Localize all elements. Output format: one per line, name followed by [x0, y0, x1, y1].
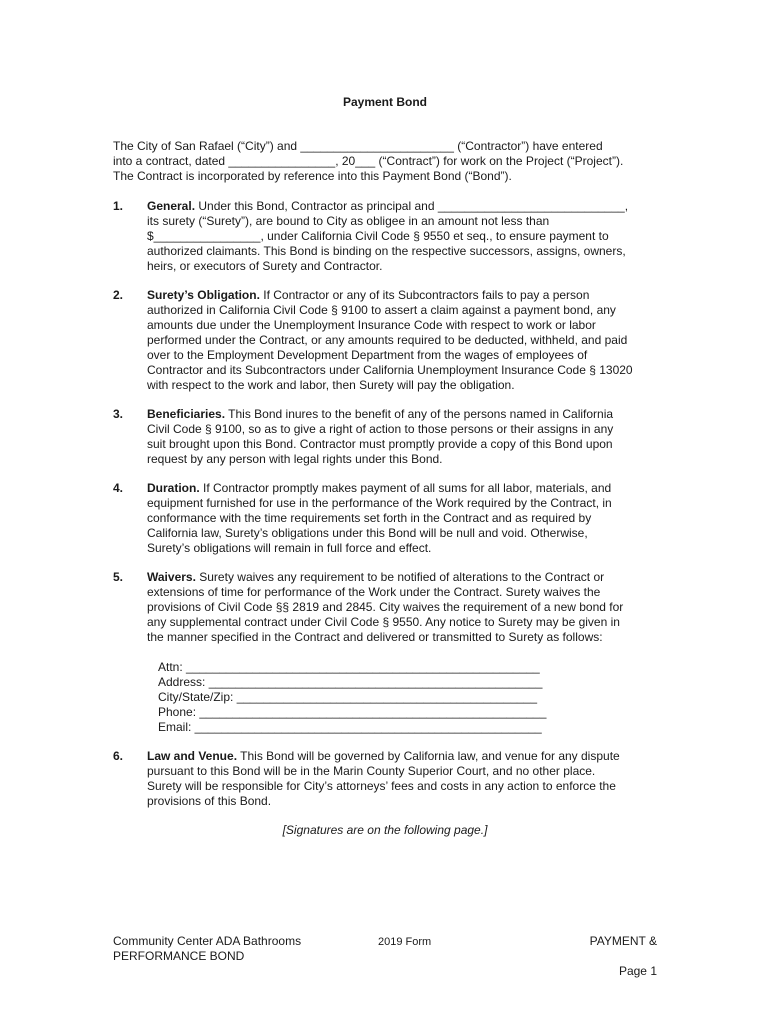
- section-law-and-venue: [113, 749, 658, 809]
- section-line: authorized claimants. This Bond is binding on the respective successors, assigns, owners,: [147, 244, 626, 258]
- section-heading: General.: [147, 199, 196, 213]
- email-field: Email: ____________________________________________________: [158, 720, 542, 734]
- section-line: Surety will be responsible for City’s attorneys’ fees and costs in any action to enforce the: [147, 779, 616, 793]
- section-heading: Beneficiaries.: [147, 407, 226, 421]
- intro-line: The City of San Rafael (“City”) and _______________________ (“Contractor”) have entered: [113, 139, 603, 153]
- section-duration: [113, 481, 658, 556]
- document-title: Payment Bond: [342, 95, 427, 109]
- section-waivers: [113, 570, 658, 645]
- page-number: Page 1: [618, 964, 657, 978]
- footer-form-type: PAYMENT &: [589, 934, 657, 948]
- section-number: 3.: [113, 407, 124, 421]
- section-line: with respect to the work and labor, then Surety will pay the obligation.: [147, 378, 515, 392]
- section-line: conformance with the time requirements set forth in the Contract and as required by: [147, 511, 592, 525]
- section-line: Surety waives any requirement to be notified of alterations to the Contract or: [195, 570, 605, 584]
- section-line: authorized in California Civil Code § 9100 to assert a claim against a payment bond, any: [147, 303, 616, 317]
- attn-field: Attn: _____________________________________________________: [158, 660, 540, 674]
- section-line: request by any person with legal rights under this Bond.: [147, 452, 443, 466]
- section-line: California law, Surety’s obligations under this Bond will be null and void. Otherwise,: [147, 526, 588, 540]
- intro-line: into a contract, dated ________________, 20___ (“Contract”) for work on the Project (“Project”).: [113, 154, 624, 168]
- intro-paragraph: [113, 139, 658, 184]
- section-general: [113, 199, 658, 274]
- section-line: $________________, under California Civil Code § 9550 et seq., to ensure payment to: [147, 229, 609, 243]
- section-number: 5.: [113, 570, 124, 584]
- section-number: 4.: [113, 481, 124, 495]
- section-line: provisions of Civil Code §§ 2819 and 2845. City waives the requirement of a new bond for: [147, 600, 624, 614]
- section-line: If Contractor promptly makes payment of all sums for all labor, materials, and: [199, 481, 612, 495]
- section-line: any supplemental contract under Civil Code § 9550. Any notice to Surety may be given in: [147, 615, 620, 629]
- section-line: heirs, or executors of Surety and Contractor.: [147, 259, 383, 273]
- section-heading: Duration.: [147, 481, 200, 495]
- section-line: Under this Bond, Contractor as principal and ____________________________,: [195, 199, 629, 213]
- section-line: Contractor and its Subcontractors under California Unemployment Insurance Code § 13020: [147, 363, 633, 377]
- footer-project-name: [113, 934, 301, 964]
- phone-field: Phone: ____________________________________________________: [158, 705, 547, 719]
- section-heading: Surety’s Obligation.: [147, 288, 260, 302]
- section-line: suit brought upon this Bond. Contractor must promptly provide a copy of this Bond upon: [147, 437, 613, 451]
- section-line: This Bond will be governed by California law, and venue for any dispute: [237, 749, 620, 763]
- section-heading: Waivers.: [147, 570, 196, 584]
- section-surety-obligation: [113, 288, 658, 393]
- section-line: Civil Code § 9100, so as to give a right of action to those persons or their assigns in any: [147, 422, 614, 436]
- section-line: If Contractor or any of its Subcontractors fails to pay a person: [259, 288, 590, 302]
- section-beneficiaries: [113, 407, 658, 467]
- section-line: provisions of this Bond.: [147, 794, 272, 808]
- section-line: pursuant to this Bond will be in the Marin County Superior Court, and no other place.: [147, 764, 596, 778]
- section-line: over to the Employment Development Department from the wages of employees of: [147, 348, 588, 362]
- section-number: 6.: [113, 749, 124, 763]
- city-state-zip-field: City/State/Zip: _____________________________________________: [158, 690, 538, 704]
- section-number: 2.: [113, 288, 124, 302]
- intro-line: The Contract is incorporated by reference into this Payment Bond (“Bond”).: [113, 169, 512, 183]
- footer-line: Community Center ADA Bathrooms: [113, 934, 302, 948]
- section-line: the manner specified in the Contract and delivered or transmitted to Surety as follows:: [147, 630, 603, 644]
- section-line: amounts due under the Unemployment Insurance Code with respect to work or labor: [147, 318, 596, 332]
- signature-note: [Signatures are on the following page.]: [282, 823, 488, 837]
- section-line: equipment furnished for use in the performance of the Work required by the Contract, in: [147, 496, 612, 510]
- section-line: This Bond inures to the benefit of any of the persons named in California: [225, 407, 614, 421]
- notice-contact-block: [158, 660, 568, 735]
- section-line: its surety (“Surety”), are bound to City as obligee in an amount not less than: [147, 214, 550, 228]
- address-field: Address: __________________________________________________: [158, 675, 543, 689]
- section-heading: Law and Venue.: [147, 749, 238, 763]
- section-line: extensions of time for performance of the Work under the Contract. Surety waives the: [147, 585, 601, 599]
- section-line: performed under the Contract, or any amounts required to be deducted, withheld, and paid: [147, 333, 628, 347]
- footer-form-year: 2019 Form: [378, 936, 432, 948]
- footer-line: PERFORMANCE BOND: [113, 949, 245, 963]
- section-number: 1.: [113, 199, 124, 213]
- section-line: Surety’s obligations will remain in full force and effect.: [147, 541, 432, 555]
